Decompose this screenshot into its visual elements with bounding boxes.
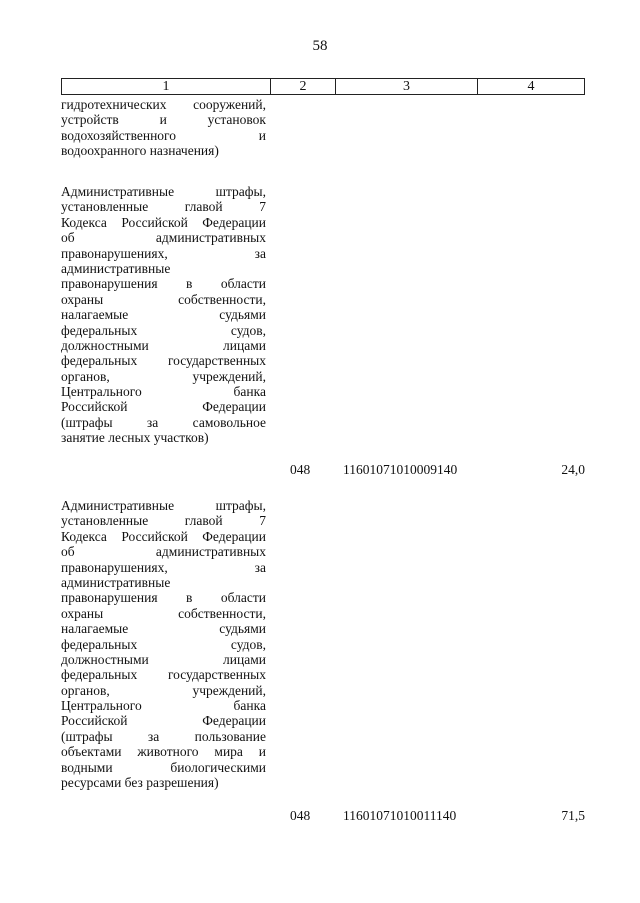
description-line: должностными лицами xyxy=(61,337,266,353)
description-line: установленные главой 7 xyxy=(61,199,266,215)
row-1-kbk-code: 11601071010009140 xyxy=(343,462,458,477)
description-line: (штрафы за пользование xyxy=(61,728,266,744)
column-header-4: 4 xyxy=(477,79,584,94)
description-line: Российской Федерации xyxy=(61,713,266,729)
description-line: налагаемые судьями xyxy=(61,621,266,637)
description-line: органов, учреждений, xyxy=(61,368,266,384)
description-line: охраны собственности, xyxy=(61,605,266,621)
description-line: административные xyxy=(61,574,171,590)
page-number: 58 xyxy=(312,38,328,54)
description-line: правонарушениях, за xyxy=(61,559,266,575)
description-line: установленные главой 7 xyxy=(61,513,266,529)
description-line: налагаемые судьями xyxy=(61,307,266,323)
description-line: гидротехнических сооружений, xyxy=(61,97,266,112)
description-line: устройств и установок xyxy=(61,112,266,128)
continuation-description xyxy=(61,97,266,159)
description-line: занятие лесных участков) xyxy=(61,430,209,446)
description-line: административные xyxy=(61,260,171,276)
column-header-1: 1 xyxy=(162,79,170,94)
description-line: водоохранного назначения) xyxy=(61,143,219,159)
row-2-description xyxy=(61,498,266,790)
description-line: об административных xyxy=(61,230,266,246)
description-line: Центрального банка xyxy=(61,698,266,714)
description-line: об административных xyxy=(61,544,266,560)
row-1-amount: 24,0 xyxy=(561,462,585,477)
description-line: водохозяйственного и xyxy=(61,127,266,143)
description-line: Административные штрафы, xyxy=(61,184,266,199)
description-line: правонарушения в области xyxy=(61,276,266,292)
description-line: охраны собственности, xyxy=(61,291,266,307)
description-line: федеральных судов, xyxy=(61,636,266,652)
description-line: (штрафы за самовольное xyxy=(61,414,266,430)
description-line: водными биологическими xyxy=(61,759,266,775)
description-line: федеральных государственных xyxy=(61,353,266,369)
description-line: правонарушения в области xyxy=(61,590,266,606)
table-header xyxy=(61,78,585,95)
description-line: Кодекса Российской Федерации xyxy=(61,528,266,544)
description-line: ресурсами без разрешения) xyxy=(61,775,219,791)
description-line: федеральных государственных xyxy=(61,667,266,683)
description-line: объектами животного мира и xyxy=(61,744,266,760)
description-line: федеральных судов, xyxy=(61,322,266,338)
row-2-admin-code: 048 xyxy=(290,808,311,823)
column-header-3: 3 xyxy=(335,79,477,94)
description-line: Кодекса Российской Федерации xyxy=(61,214,266,230)
description-line: Административные штрафы, xyxy=(61,498,266,513)
column-header-2: 2 xyxy=(270,79,335,94)
row-2-kbk-code: 11601071010011140 xyxy=(343,808,457,823)
description-line: Российской Федерации xyxy=(61,399,266,415)
row-1-description xyxy=(61,184,266,446)
description-line: Центрального банка xyxy=(61,384,266,400)
row-2-amount: 71,5 xyxy=(561,808,585,823)
description-line: должностными лицами xyxy=(61,651,266,667)
description-line: правонарушениях, за xyxy=(61,245,266,261)
description-line: органов, учреждений, xyxy=(61,682,266,698)
row-1-admin-code: 048 xyxy=(290,462,311,477)
